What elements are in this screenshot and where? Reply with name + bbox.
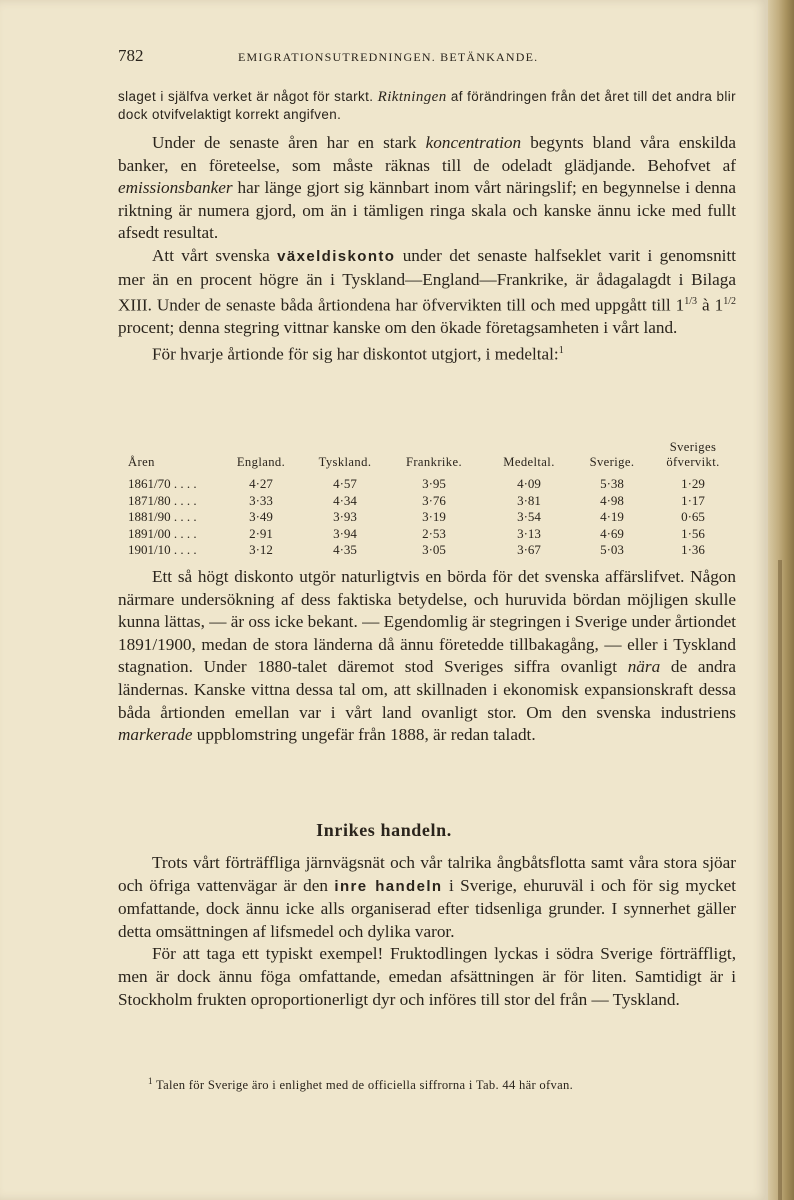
main-text-block-3 [118,852,736,1011]
binding-shadow [778,560,782,1200]
paragraph-inre-handeln [118,852,736,943]
footnote-number: 1 [148,1076,153,1086]
table-cell: 1·56 [681,525,705,541]
table-cell: 4·98 [600,492,624,508]
fraction-one-third: 1/3 [684,296,698,308]
col-header-england: England. [236,455,286,469]
table-cell: 3·19 [422,509,446,524]
col-header-frankrike: Frankrike. [405,455,463,469]
table-cell: 1881/90 . . . . [128,509,197,524]
table-cell: 5·38 [600,476,624,491]
table-cell: 0·65 [681,509,705,524]
table-cell: 3·95 [422,476,446,491]
paragraph-vaxeldiskonto [118,245,736,340]
p4-text-a: Ett så högt diskonto utgör naturligtvis en börda för det svenska affärslifvet. Någon närmare undersökning af dess faktiska betydelse, och huruvida bördan möjligen skulle kunna lättas, — är oss icke bekant. — Egendomlig är stegringen i Sverige under årtiondet 1891/1900, medan de stora länderna då ännu företedde tillbakagång, — eller i Tyskland stagnation. Under 1880-talet däremot stod Sveriges siffra ovanligt [118,567,736,677]
table-cell: 1891/00 . . . . [128,525,197,541]
table-cell: 3·76 [422,492,446,508]
table-row [128,476,740,493]
table-row [128,509,740,526]
p1-text-c: begynts bland våra enskilda banker, en företeelse, som måste räknas till de odeladt glädjande. Behofvet af [118,133,736,175]
table-cell: 4·19 [600,509,624,524]
table-cell: 1871/80 . . . . [128,492,197,508]
discount-rate-table [128,440,740,559]
table-cell: 3·93 [333,509,357,524]
col-header-medeltal: Medeltal. [503,455,555,469]
table-row [128,493,740,510]
p1-emphasis-emissionsbanker: emissionsbanker [118,178,233,198]
table-cell: 4·27 [249,476,273,491]
table-cell: 3·12 [249,542,273,557]
table-cell: 3·54 [517,509,541,524]
table-cell: 4·09 [517,476,541,491]
main-text-block-1 [118,132,736,366]
table-cell: 4·69 [600,525,624,541]
col-header-sverige: Sverige. [589,455,635,469]
table-cell: 1861/70 . . . . [128,476,197,491]
table-cell: 4·34 [333,492,357,508]
table-cell: 1·36 [681,542,705,557]
p4-emphasis-markerade: markerade [118,725,193,745]
table-cell: 3·67 [517,542,541,557]
p5-text-a: Trots vårt förträffliga järnvägsnät och vår talrika ångbåtsflotta samt våra stora sjöar och öfriga vattenvägar är den [118,853,736,895]
intro-emphasis: Riktningen [377,89,447,105]
p2-text-c: under det senaste halfseklet varit i genomsnitt mer än en procent högre än i Tyskland—England—Frankrike, är ådagalagdt i Bilaga XIII. Under de senaste båda årtiondena har öfvervikten till och med uppgått till 1 [118,245,737,315]
p4-text-c: de andra ländernas. Kanske vittna dessa tal om, att skillnaden i ekonomisk expansionskraft dessa båda årtionden emellan var i vårt land ovanligt stor. Om den svenska industriens [118,657,736,722]
p2-spaced-vaxeldiskonto: växeldiskonto [277,247,396,265]
p2-text-e: à 1 [697,295,724,315]
table-cell: 3·94 [333,525,357,541]
footnote-marker: 1 [558,345,564,357]
p3-text: För hvarje årtionde för sig har diskontot utgjort, i medeltal: [152,344,559,364]
p5-spaced-inre-handeln: inre handeln [334,877,443,895]
table-cell: 2·91 [249,525,273,541]
col-header-ofvervikt: Sveriges öfvervikt. [666,440,720,469]
table-cell: 3·81 [517,492,541,508]
table-row [128,542,740,559]
p5-text-c: i Sverige, ehuruväl i och för sig mycket omfattande, dock ännu icke alls organiserad efter tidsenliga grunder. I synnerhet gäller detta omsättningen af lifsmedel och dylika varor. [118,875,736,941]
table-cell: 1901/10 . . . . [128,542,197,557]
p6-text: För att taga ett typiskt exempel! Fruktodlingen lyckas i södra Sverige förträffligt, men är dock ännu föga omfattande, emedan afsättningen är för liten. Samtidigt är i Stockholm frukten oproportionerligt dyr och införes till stor del från — Tyskland. [118,944,736,1009]
intro-text-c: af förändringen från det året till det andra blir dock otvifvelaktigt korrekt angifven. [118,89,736,122]
intro-paragraph [118,88,736,124]
table-cell: 3·33 [249,492,273,508]
paragraph-table-intro [118,340,736,366]
table-cell: 3·13 [517,525,541,541]
footnote [148,1076,748,1093]
p1-text-e: har länge gjort sig kännbart inom vårt näringslif; en begynnelse i denna riktning är numera gjord, om än i tämligen ringa skala och kanske ännu icke med fullt afsedt resultat. [118,178,736,243]
paragraph-fruktodlingen [118,943,736,1011]
paragraph-diskonto-borda [118,566,736,747]
page-number: 782 [118,46,144,65]
table-cell: 4·35 [333,542,357,557]
table-cell: 2·53 [422,525,446,541]
table-cell: 3·49 [249,509,273,524]
p4-emphasis-nara: nära [627,657,661,677]
running-title: EMIGRATIONSUTREDNINGEN. BETÄNKANDE. [238,50,539,64]
table-cell: 5·03 [600,542,624,557]
running-header [118,46,728,70]
table-header-row [128,440,740,476]
section-heading: Inrikes handeln. [316,820,452,840]
table-cell: 4·57 [333,476,357,491]
table-row [128,526,740,543]
table-cell: 3·05 [422,542,446,557]
p1-emphasis-koncentration: koncentration [425,133,522,152]
col-header-years: Åren [128,455,155,469]
p2-text-g: procent; denna stegring vittnar kanske om den ökade företagsamheten i vårt land. [118,318,678,338]
paragraph-koncentration [118,132,736,245]
p1-text-a: Under de senaste åren har en stark [152,133,426,152]
p2-text-a: Att vårt svenska [152,245,278,265]
p4-text-e: uppblomstring ungefär från 1888, är redan taladt. [192,725,536,745]
col-header-tyskland: Tyskland. [318,455,372,469]
main-text-block-2 [118,566,736,747]
intro-text-a: slaget i själfva verket är något för starkt. [118,89,378,104]
fraction-one-half: 1/2 [723,296,736,308]
table-cell: 1·17 [681,492,705,508]
footnote-text: Talen för Sverige äro i enlighet med de officiella siffrorna i Tab. 44 här ofvan. [156,1078,574,1093]
table-cell: 1·29 [681,476,705,491]
